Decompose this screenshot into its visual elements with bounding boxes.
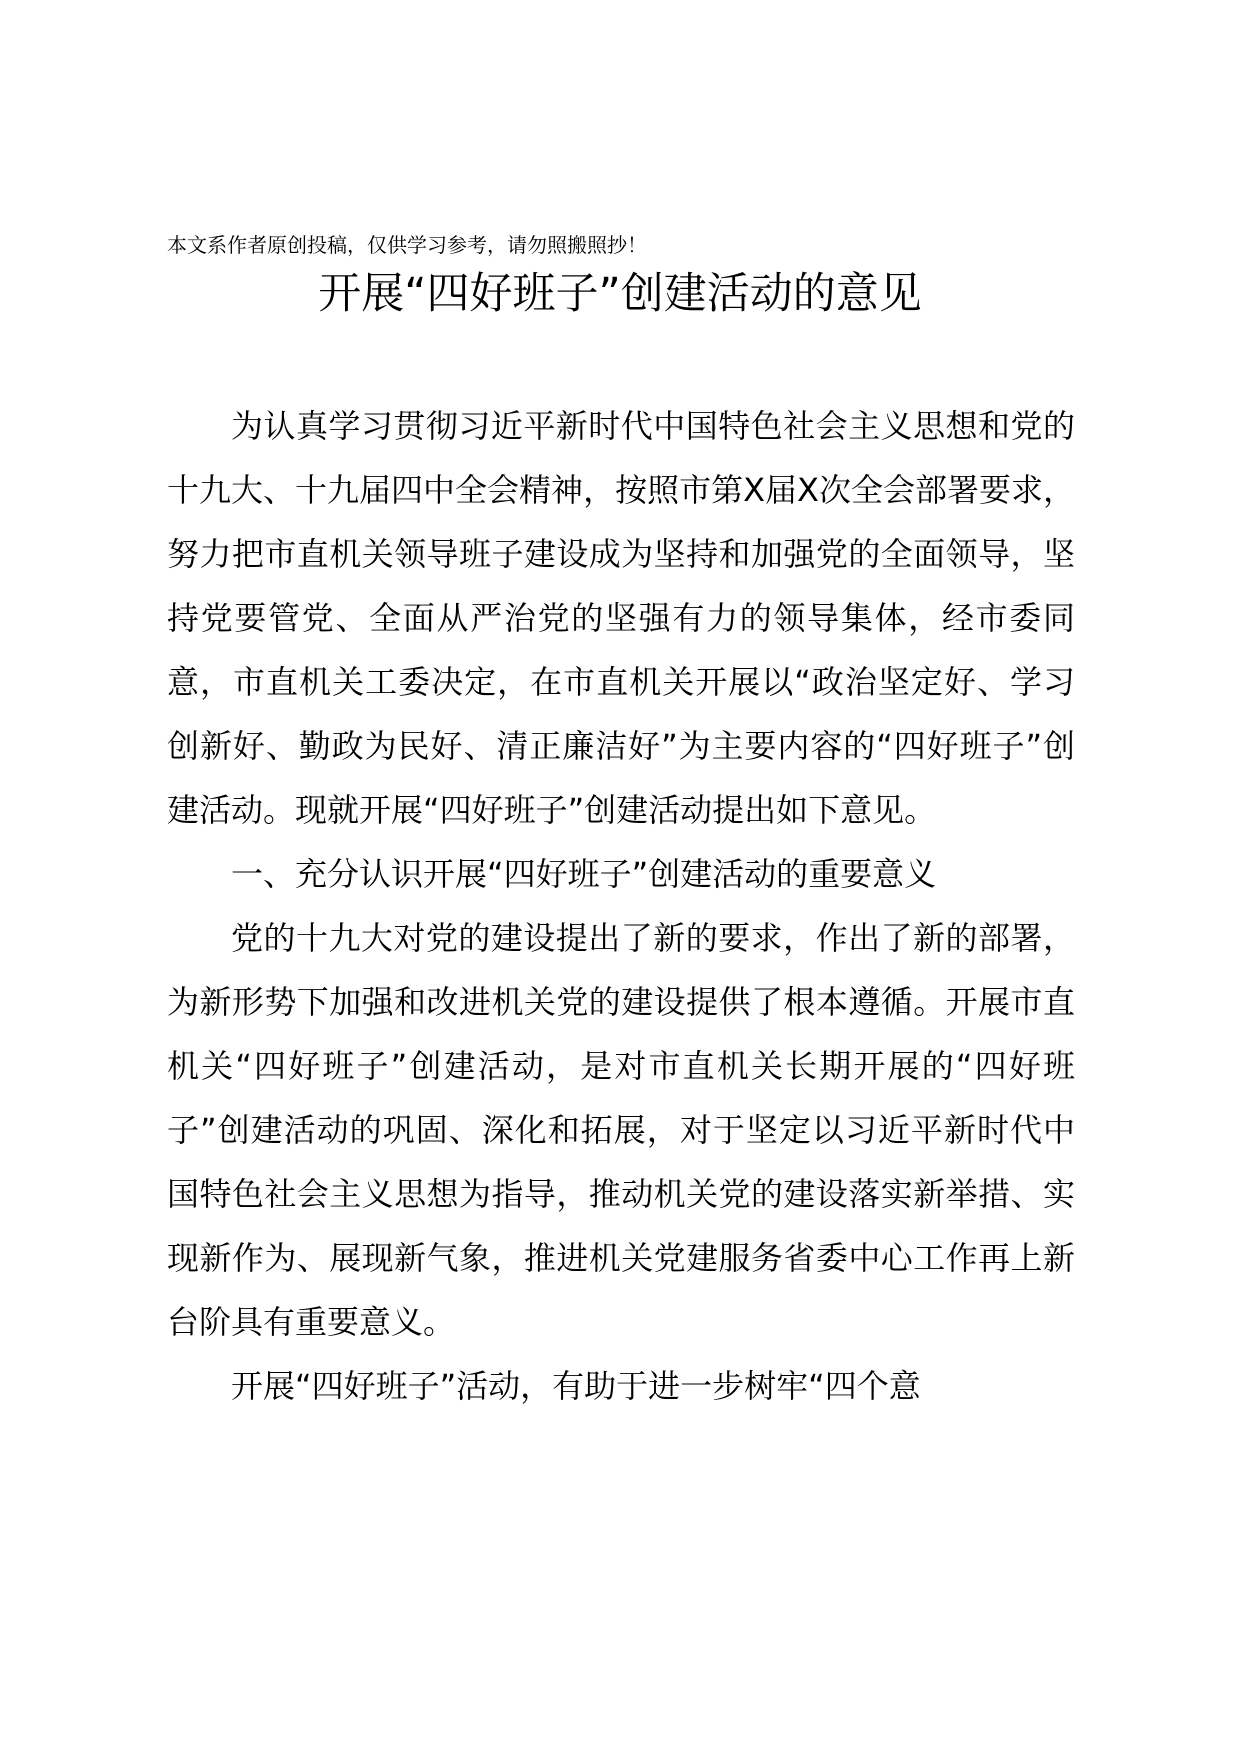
body-paragraph: 党的十九大对党的建设提出了新的要求，作出了新的部署，为新形势下加强和改进机关党的建设提供了根本遵循。开展市直机关“四好班子”创建活动，是对市直机关长期开展的“四好班子”创建活动的巩固、深化和拓展，对于坚定以习近平新时代中国特色社会主义思想为指导，推动机关党的建设落实新举措、实现新作为、展现新气象，推进机关党建服务省委中心工作再上新台阶具有重要意义。 [167,919,1075,1341]
intro-paragraph: 为认真学习贯彻习近平新时代中国特色社会主义思想和党的十九大、十九届四中全会精神，按照市第X届X次全会部署要求，努力把市直机关领导班子建设成为坚持和加强党的全面领导，坚持党要管党、全面从严治党的坚强有力的领导集体，经市委同意，市直机关工委决定，在市直机关开展以“政治坚定好、学习创新好、勤政为民好、清正廉洁好”为主要内容的“四好班子”创建活动。现就开展“四好班子”创建活动提出如下意见。 [167,407,1075,829]
copyright-notice: 本文系作者原创投稿，仅供学习参考，请勿照搬照抄！ [167,233,647,257]
body-paragraph-continued: 开展“四好班子”活动，有助于进一步树牢“四个意 [231,1367,921,1405]
document-title: 开展“四好班子”创建活动的意见 [318,269,922,319]
section-heading: 一、充分认识开展“四好班子”创建活动的重要意义 [231,855,937,893]
document-body [167,394,1075,1418]
